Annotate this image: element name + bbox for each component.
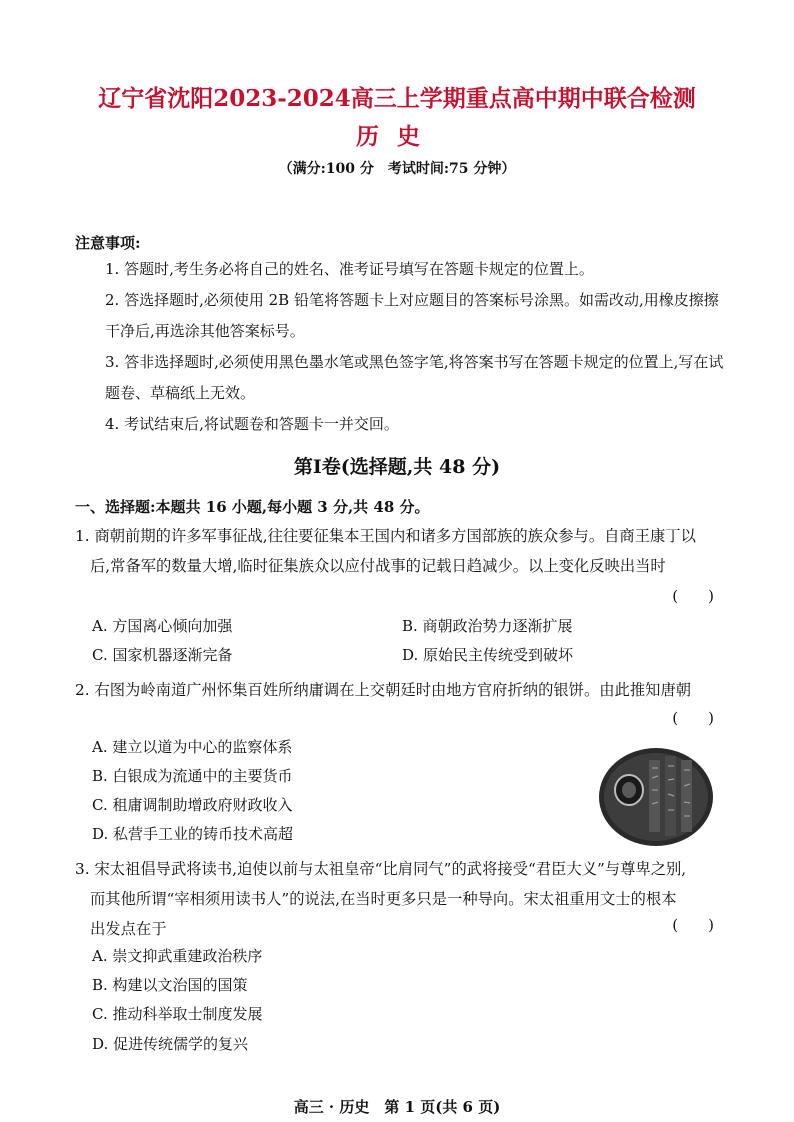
exam-title: 辽宁省沈阳2023-2024高三上学期重点高中期中联合检测: [98, 85, 696, 112]
question-2-option-d: D. 私营手工业的铸币技术高超: [92, 825, 294, 843]
question-2-option-a: A. 建立以道为中心的监察体系: [92, 738, 293, 756]
notice-title: 注意事项:: [75, 234, 141, 252]
question-3-option-c: C. 推动科举取士制度发展: [92, 1005, 263, 1023]
question-1-line-1: 1. 商朝前期的许多军事征战,往往要征集本王国内和诸多方国部族的族众参与。自商王康丁以: [75, 527, 696, 545]
question-2-line-1: 2. 右图为岭南道广州怀集百姓所纳庸调在上交朝廷时由地方官府折纳的银饼。由此推知唐朝: [75, 681, 692, 699]
question-1-option-c: C. 国家机器逐渐完备: [92, 646, 233, 664]
silver-cake-image: [597, 746, 715, 848]
question-3-line-1: 3. 宋太祖倡导武将读书,迫使以前与太祖皇帝“比肩同气”的武将接受“君臣大义”与尊卑之别,: [75, 860, 687, 878]
question-2-stem: [75, 675, 720, 705]
question-1-answer-paren: ( ): [672, 587, 714, 605]
question-1-option-b: B. 商朝政治势力逐渐扩展: [402, 617, 573, 635]
question-1-stem: [75, 521, 720, 581]
question-3-stem: [75, 854, 720, 944]
question-2-option-c: C. 租庸调制助增政府财政收入: [92, 796, 293, 814]
question-3-line-3: 出发点在于: [90, 920, 167, 938]
part-title: 一、选择题:本题共 16 小题,每小题 3 分,共 48 分。: [75, 498, 430, 516]
notice-item-4: 4. 考试结束后,将试题卷和答题卡一并交回。: [105, 415, 399, 433]
page-footer: 高三 · 历史 第 1 页(共 6 页): [293, 1098, 501, 1116]
notice-item-3: 3. 答非选择题时,必须使用黑色墨水笔或黑色签字笔,将答案书写在答题卡规定的位置上,写在试题卷、草稿纸上无效。: [105, 353, 724, 402]
question-3-answer-paren: ( ): [672, 916, 714, 934]
exam-meta: （满分:100 分 考试时间:75 分钟）: [278, 161, 516, 177]
question-3-option-a: A. 崇文抑武重建政治秩序: [92, 947, 263, 965]
question-1-option-d: D. 原始民主传统受到破坏: [402, 646, 574, 664]
question-3-option-b: B. 构建以文治国的国策: [92, 976, 248, 994]
notice-item-2: 2. 答选择题时,必须使用 2B 铅笔将答题卡上对应题目的答案标号涂黑。如需改动,用橡皮擦擦干净后,再选涂其他答案标号。: [105, 291, 719, 340]
question-2-answer-paren: ( ): [672, 709, 714, 727]
notice-item-1: 1. 答题时,考生务必将自己的姓名、准考证号填写在答题卡规定的位置上。: [105, 260, 594, 278]
section-title: 第Ⅰ卷(选择题,共 48 分): [293, 456, 501, 478]
question-3-line-2: 而其他所谓“宰相须用读书人”的说法,在当时更多只是一种导向。宋太祖重用文士的根本: [90, 890, 677, 908]
question-1-option-a: A. 方国离心倾向加强: [92, 617, 233, 635]
question-1-line-2: 后,常备军的数量大增,临时征集族众以应付战事的记载日趋减少。以上变化反映出当时: [90, 557, 666, 575]
question-3-option-d: D. 促进传统儒学的复兴: [92, 1035, 249, 1053]
exam-subject: 历史: [356, 123, 438, 150]
question-2-option-b: B. 白银成为流通中的主要货币: [92, 767, 293, 785]
